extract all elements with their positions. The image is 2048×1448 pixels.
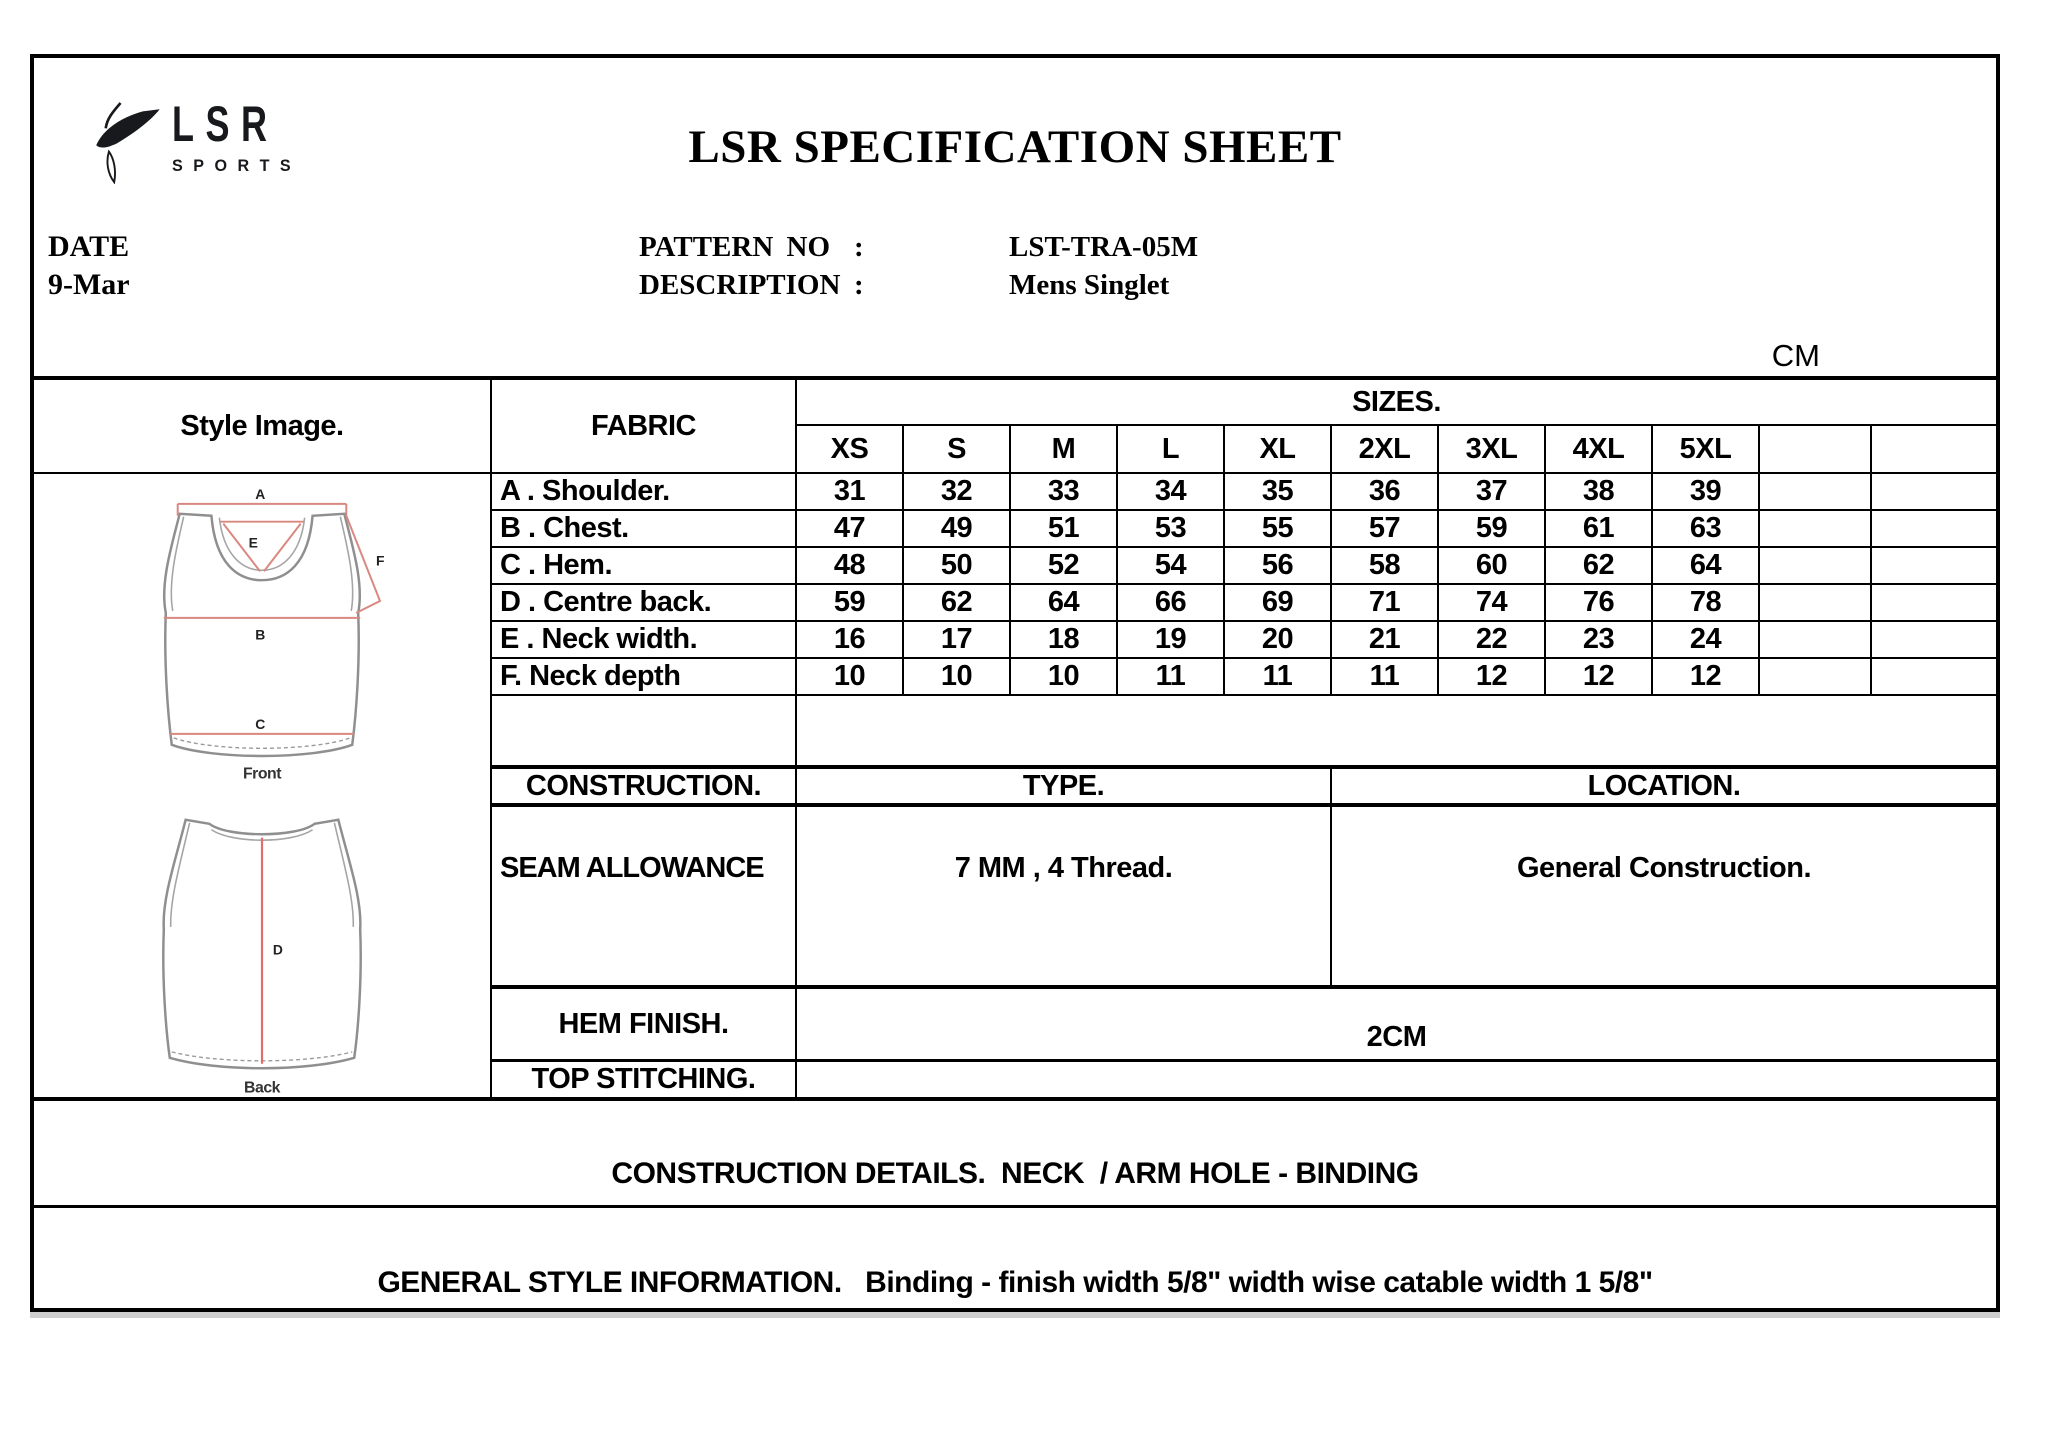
measure-value-cell — [1872, 511, 1996, 548]
size-col-header: 2XL — [1332, 426, 1439, 474]
type-header: TYPE. — [797, 769, 1332, 807]
measure-value-cell — [1760, 548, 1872, 585]
measure-value-cell: 12 — [1653, 659, 1760, 696]
logo-wordmark: LSR — [172, 96, 279, 152]
measure-value-cell: 57 — [1332, 511, 1439, 548]
size-col-header: L — [1118, 426, 1225, 474]
fabric-header: FABRIC — [492, 380, 797, 474]
description-colon: : — [854, 269, 864, 301]
construction-details-note: CONSTRUCTION DETAILS. NECK / ARM HOLE - BINDING — [611, 1157, 1419, 1190]
measure-value-cell — [1872, 622, 1996, 659]
seam-type-value: 7 MM , 4 Thread. — [797, 807, 1332, 989]
measure-value-cell: 78 — [1653, 585, 1760, 622]
measure-value-cell: 55 — [1225, 511, 1332, 548]
back-view-image — [117, 800, 407, 1098]
general-style-section — [34, 1208, 1996, 1308]
description-label: DESCRIPTION — [639, 269, 841, 301]
front-marker-a: A — [255, 485, 265, 502]
sheet-border — [30, 54, 2000, 1312]
measure-value-cell: 51 — [1011, 511, 1118, 548]
measure-value-cell: 31 — [797, 474, 904, 511]
top-stitching-label: TOP STITCHING. — [492, 1062, 797, 1097]
measure-value-cell: 10 — [797, 659, 904, 696]
measure-value-cell: 63 — [1653, 511, 1760, 548]
hem-finish-value: 2CM — [797, 989, 1996, 1062]
measure-value-cell: 22 — [1439, 622, 1546, 659]
measure-value-cell: 56 — [1225, 548, 1332, 585]
front-marker-b: B — [255, 626, 265, 643]
date-value: 9-Mar — [48, 268, 130, 301]
measure-value-cell: 62 — [1546, 548, 1653, 585]
size-col-header: XS — [797, 426, 904, 474]
general-style-note: GENERAL STYLE INFORMATION. Binding - finish width 5/8" width wise catable width 1 5/8" — [377, 1266, 1653, 1299]
size-col-header: 5XL — [1653, 426, 1760, 474]
location-header: LOCATION. — [1332, 769, 1996, 807]
measure-value-cell — [1872, 585, 1996, 622]
measure-value-cell — [1872, 474, 1996, 511]
measure-value-cell: 60 — [1439, 548, 1546, 585]
front-view-label: Front — [242, 765, 282, 782]
size-col-header: S — [904, 426, 1011, 474]
pattern-no-label: PATTERN NO — [639, 231, 831, 263]
measure-value-cell: 47 — [797, 511, 904, 548]
pattern-block — [639, 228, 1198, 304]
measure-value-cell: 66 — [1118, 585, 1225, 622]
measure-value-cell — [1760, 474, 1872, 511]
logo-subtext: SPORTS — [172, 156, 302, 175]
construction-details-section — [34, 1101, 1996, 1208]
measure-value-cell: 34 — [1118, 474, 1225, 511]
measure-row-label: D . Centre back. — [492, 585, 797, 622]
measure-value-cell — [1872, 548, 1996, 585]
size-col-header — [1872, 426, 1996, 474]
seam-allowance-label: SEAM ALLOWANCE — [492, 807, 797, 989]
front-marker-e: E — [248, 534, 258, 551]
measure-value-cell: 74 — [1439, 585, 1546, 622]
size-col-header: 4XL — [1546, 426, 1653, 474]
measure-value-cell: 16 — [797, 622, 904, 659]
pattern-no-colon: : — [854, 231, 864, 263]
measure-value-cell: 10 — [1011, 659, 1118, 696]
date-block — [48, 228, 130, 304]
measure-value-cell: 37 — [1439, 474, 1546, 511]
measure-row-label: C . Hem. — [492, 548, 797, 585]
measure-value-cell: 76 — [1546, 585, 1653, 622]
measure-value-cell: 12 — [1546, 659, 1653, 696]
measure-value-cell: 52 — [1011, 548, 1118, 585]
front-view-image — [117, 484, 407, 782]
page-title: LSR SPECIFICATION SHEET — [688, 121, 1342, 173]
measure-value-cell: 58 — [1332, 548, 1439, 585]
measure-row-label: A . Shoulder. — [492, 474, 797, 511]
measure-value-cell: 17 — [904, 622, 1011, 659]
measure-value-cell: 53 — [1118, 511, 1225, 548]
measure-value-cell: 35 — [1225, 474, 1332, 511]
hem-finish-label: HEM FINISH. — [492, 989, 797, 1062]
style-image-header: Style Image. — [34, 380, 492, 474]
date-label: DATE — [48, 230, 130, 263]
measure-value-cell — [1872, 659, 1996, 696]
measure-row-label: B . Chest. — [492, 511, 797, 548]
measure-value-cell: 49 — [904, 511, 1011, 548]
size-col-header: 3XL — [1439, 426, 1546, 474]
measure-value-cell: 11 — [1118, 659, 1225, 696]
measure-value-cell: 23 — [1546, 622, 1653, 659]
measure-value-cell: 50 — [904, 548, 1011, 585]
front-marker-c: C — [255, 715, 265, 732]
unit-label: CM — [1771, 338, 1820, 373]
measure-value-cell: 12 — [1439, 659, 1546, 696]
description-value: Mens Singlet — [1009, 269, 1170, 301]
gap-cell-label-col — [492, 696, 797, 769]
measure-value-cell — [1760, 511, 1872, 548]
measure-value-cell: 54 — [1118, 548, 1225, 585]
measure-value-cell: 69 — [1225, 585, 1332, 622]
measure-value-cell: 61 — [1546, 511, 1653, 548]
measure-row-label: F. Neck depth — [492, 659, 797, 696]
size-col-header: XL — [1225, 426, 1332, 474]
gap-cell-sizes-area — [797, 696, 1996, 769]
spec-table — [34, 376, 1996, 1101]
sizes-header: SIZES. — [797, 380, 1996, 426]
measure-value-cell: 36 — [1332, 474, 1439, 511]
measure-value-cell: 19 — [1118, 622, 1225, 659]
style-image-cell — [34, 474, 492, 1097]
measure-row-label: E . Neck width. — [492, 622, 797, 659]
measure-value-cell: 20 — [1225, 622, 1332, 659]
measure-value-cell: 62 — [904, 585, 1011, 622]
measure-value-cell: 24 — [1653, 622, 1760, 659]
measure-value-cell: 59 — [1439, 511, 1546, 548]
measure-value-cell: 10 — [904, 659, 1011, 696]
back-view-label: Back — [244, 1079, 280, 1097]
measure-value-cell: 38 — [1546, 474, 1653, 511]
front-marker-f: F — [376, 552, 385, 569]
measure-value-cell: 64 — [1653, 548, 1760, 585]
measure-value-cell: 32 — [904, 474, 1011, 511]
back-marker-d: D — [272, 941, 283, 958]
seam-location-value: General Construction. — [1332, 807, 1996, 989]
sheet-header — [34, 58, 1996, 376]
measure-value-cell: 39 — [1653, 474, 1760, 511]
top-stitching-value — [797, 1062, 1996, 1097]
measure-value-cell: 11 — [1332, 659, 1439, 696]
measure-value-cell: 71 — [1332, 585, 1439, 622]
pattern-no-value: LST-TRA-05M — [1009, 231, 1199, 263]
measure-value-cell — [1760, 659, 1872, 696]
measure-value-cell: 11 — [1225, 659, 1332, 696]
measure-value-cell: 33 — [1011, 474, 1118, 511]
measure-value-cell — [1760, 585, 1872, 622]
construction-header: CONSTRUCTION. — [492, 769, 797, 807]
measure-value-cell: 64 — [1011, 585, 1118, 622]
measure-value-cell: 59 — [797, 585, 904, 622]
size-col-header — [1760, 426, 1872, 474]
size-col-header: M — [1011, 426, 1118, 474]
measure-value-cell: 21 — [1332, 622, 1439, 659]
measure-value-cell: 18 — [1011, 622, 1118, 659]
measure-value-cell: 48 — [797, 548, 904, 585]
measure-value-cell — [1760, 622, 1872, 659]
